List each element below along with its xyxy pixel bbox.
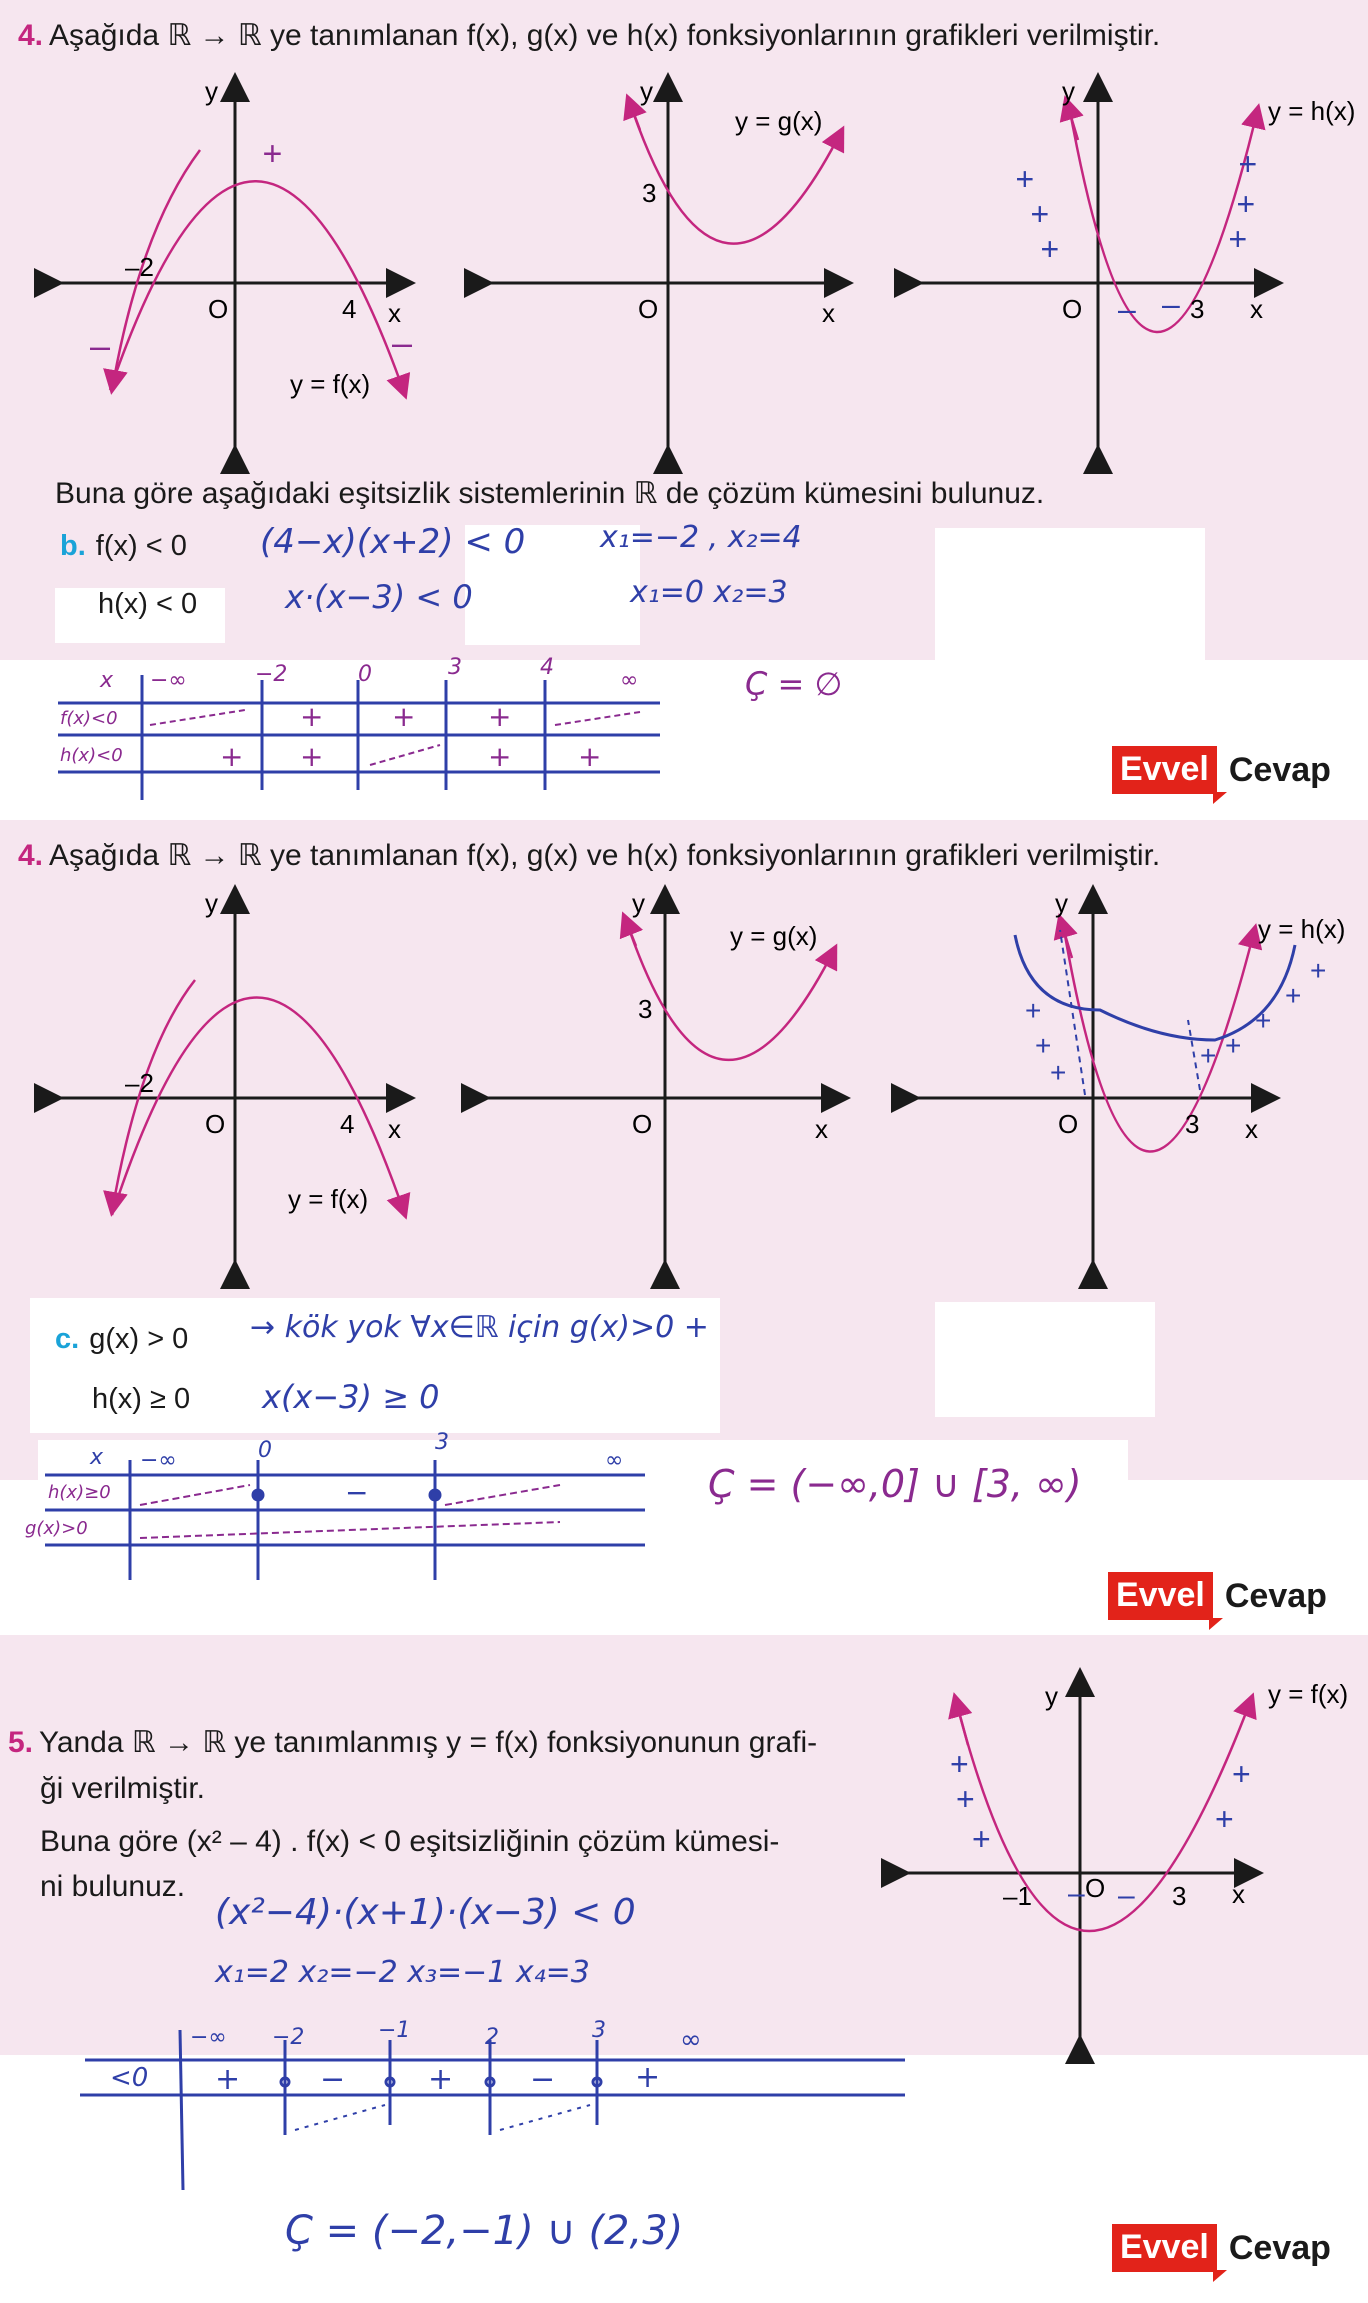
function-label: y = f(x) [290, 369, 371, 399]
svg-text:y: y [1055, 888, 1068, 918]
svg-text:+: + [956, 1781, 975, 1817]
evvel-cevap-logo: Evvel Cevap [1108, 1570, 1327, 1622]
root-label: –2 [125, 252, 154, 282]
answer-set: Ç = ∅ [745, 665, 843, 703]
sign-table-1 [58, 675, 660, 800]
handwritten-work: x₁=0 x₂=3 [630, 575, 788, 610]
handwritten-work: x₁=2 x₂=−2 x₃=−1 x₄=3 [215, 1955, 590, 1990]
root-label: 4 [342, 294, 357, 324]
svg-text:+: + [972, 1821, 991, 1857]
question-2-graphs [0, 820, 1368, 1620]
svg-text:O: O [632, 1109, 653, 1139]
inequality-1: b. f(x) < 0 [60, 530, 187, 562]
sign-mark: + [262, 135, 282, 173]
svg-text:+: + [1200, 1040, 1217, 1071]
sign-table-3 [80, 2030, 905, 2190]
answer-set: Ç = (−2,−1) ∪ (2,3) [285, 2208, 684, 2254]
question-title: 4. Aşağıda ℝ → ℝ ye tanımlanan f(x), g(x) ve h(x) fonksiyonlarının grafikleri verilmiştir. [18, 19, 1161, 52]
graph-f [58, 888, 410, 1265]
svg-text:3: 3 [1185, 1109, 1200, 1139]
graph-f [58, 76, 412, 450]
sign-mark: – [90, 325, 111, 366]
svg-text:3: 3 [638, 994, 653, 1024]
question-text: 5. Yanda ℝ → ℝ ye tanımlanmış y = f(x) fonksiyonunun grafi- [8, 1726, 818, 1759]
instruction-text: Buna göre aşağıdaki eşitsizlik sistemlerinin ℝ de çözüm kümesini bulunuz. [55, 477, 1045, 510]
graph-g [488, 76, 848, 450]
svg-text:y: y [1062, 76, 1075, 106]
handwritten-work: x₁=−2 , x₂=4 [600, 520, 802, 555]
svg-text:y = h(x): y = h(x) [1258, 914, 1346, 944]
sign-mark: – [392, 322, 413, 363]
svg-text:+: + [1025, 995, 1042, 1026]
handwritten-work: (4−x)(x+2) < 0 [260, 522, 526, 562]
origin-label: O [208, 294, 229, 324]
svg-text:+: + [1238, 146, 1257, 182]
svg-text:x: x [815, 1114, 828, 1144]
svg-text:O: O [205, 1109, 226, 1139]
question-5-graph [0, 1635, 1368, 2275]
answer-set: Ç = (−∞,0] ∪ [3, ∞) [708, 1462, 1082, 1506]
svg-text:y = g(x): y = g(x) [730, 921, 818, 951]
svg-text:O: O [1085, 1873, 1106, 1903]
svg-text:+: + [1228, 221, 1247, 257]
handwritten-work: (x²−4)·(x+1)·(x−3) < 0 [215, 1892, 636, 1933]
axis-x-label: x [388, 298, 401, 328]
svg-text:x: x [1250, 294, 1263, 324]
svg-text:y: y [632, 888, 645, 918]
svg-text:x: x [388, 1114, 401, 1144]
svg-text:+: + [1015, 161, 1034, 197]
svg-text:–: – [1118, 1879, 1135, 1912]
svg-text:+: + [1255, 1005, 1272, 1036]
question-1-graphs [0, 0, 1368, 820]
svg-text:y: y [1045, 1681, 1058, 1711]
svg-text:+: + [950, 1746, 969, 1782]
inequality-1: c. g(x) > 0 [55, 1323, 189, 1355]
svg-text:O: O [638, 294, 659, 324]
svg-text:O: O [1058, 1109, 1079, 1139]
svg-text:y: y [640, 76, 653, 106]
svg-text:x: x [822, 298, 835, 328]
svg-text:+: + [1050, 1057, 1067, 1088]
svg-text:y = g(x): y = g(x) [735, 106, 823, 136]
svg-text:y = f(x): y = f(x) [288, 1184, 369, 1214]
svg-text:+: + [1215, 1801, 1234, 1837]
svg-text:3: 3 [1190, 294, 1205, 324]
svg-text:y: y [205, 888, 218, 918]
svg-text:4: 4 [340, 1109, 355, 1139]
svg-text:x: x [1245, 1114, 1258, 1144]
svg-text:+: + [1225, 1030, 1242, 1061]
svg-text:+: + [1236, 186, 1255, 222]
handwritten-work: → kök yok ∀x∈ℝ için g(x)>0 + [250, 1310, 709, 1345]
graph-h [918, 76, 1355, 450]
svg-text:y = f(x): y = f(x) [1268, 1679, 1349, 1709]
svg-text:+: + [1232, 1756, 1251, 1792]
svg-text:+: + [1030, 196, 1049, 232]
axis-y-label: y [205, 76, 218, 106]
svg-text:–1: –1 [1003, 1881, 1032, 1911]
evvel-cevap-logo: Evvel Cevap [1112, 2222, 1331, 2274]
graph-g [485, 888, 845, 1265]
svg-text:+: + [1035, 1030, 1052, 1061]
inequality-2: h(x) ≥ 0 [92, 1383, 191, 1415]
graph-f [905, 1673, 1348, 2040]
svg-text:y = h(x): y = h(x) [1268, 96, 1356, 126]
handwritten-work: x(x−3) ≥ 0 [262, 1378, 440, 1416]
graph-h [915, 888, 1345, 1265]
svg-text:–: – [1068, 1877, 1085, 1910]
svg-text:x: x [1232, 1879, 1245, 1909]
svg-text:+: + [1310, 955, 1327, 986]
handwritten-work: x·(x−3) < 0 [285, 578, 473, 616]
svg-text:3: 3 [1172, 1881, 1187, 1911]
svg-text:–2: –2 [125, 1068, 154, 1098]
svg-text:+: + [1285, 980, 1302, 1011]
svg-text:3: 3 [642, 178, 657, 208]
svg-text:O: O [1062, 294, 1083, 324]
svg-text:–: – [1162, 286, 1180, 322]
evvel-cevap-logo: Evvel Cevap [1112, 744, 1331, 796]
question-title: 4. Aşağıda ℝ → ℝ ye tanımlanan f(x), g(x) ve h(x) fonksiyonlarının grafikleri verilmiştir. [18, 839, 1161, 872]
svg-text:–: – [1118, 291, 1136, 327]
inequality-2: h(x) < 0 [98, 588, 198, 620]
svg-text:+: + [1040, 231, 1059, 267]
